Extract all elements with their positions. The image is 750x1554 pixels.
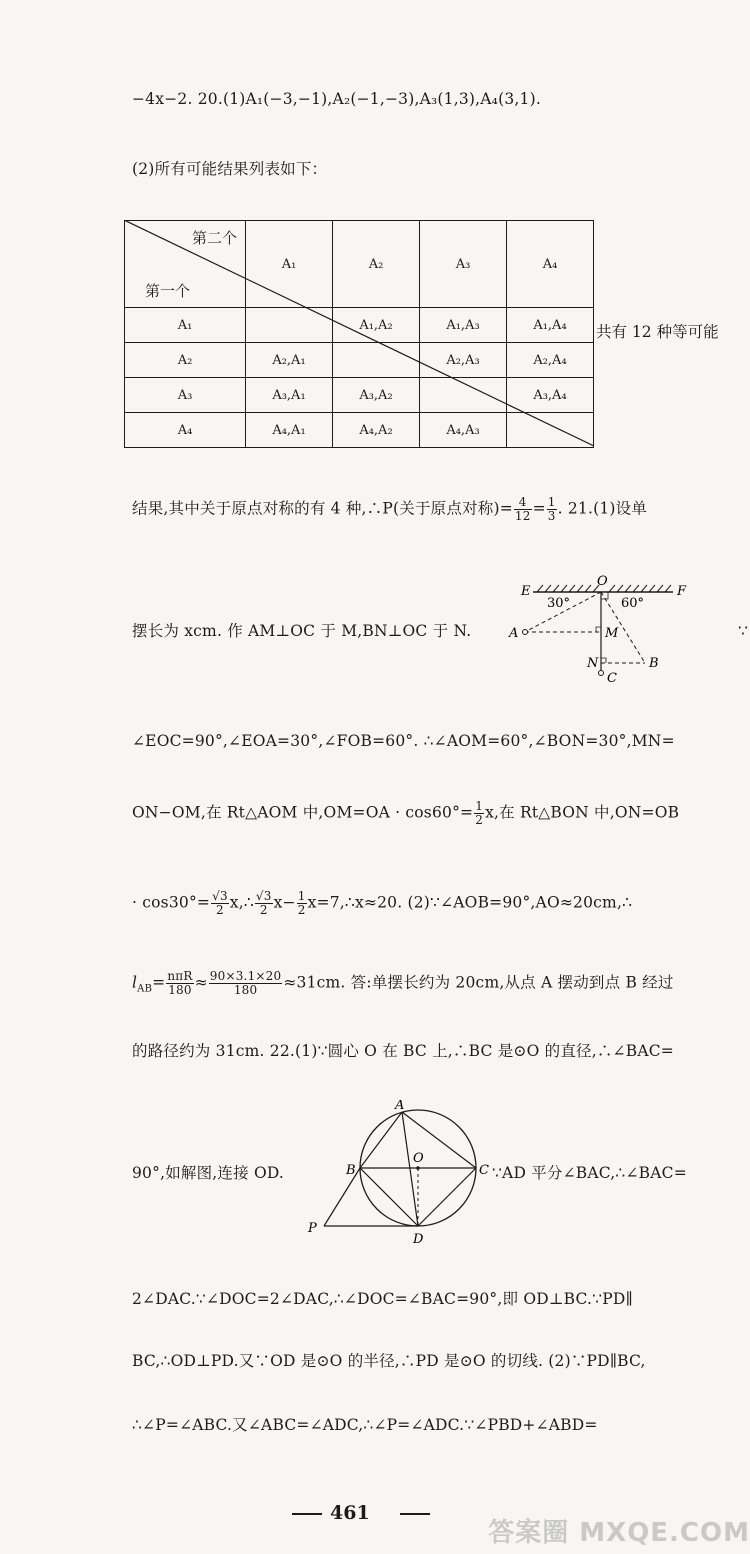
table-cell: A₃,A₄: [507, 378, 594, 413]
label-a: A: [395, 1100, 405, 1113]
table-cell: A₂,A₃: [420, 343, 507, 378]
row-header: A₂: [125, 343, 246, 378]
label-d: D: [413, 1232, 424, 1247]
fraction-1-2: $\frac{1}{2}$: [297, 889, 306, 917]
text-line-8: $l_{AB}=$ $\frac{\text{nπR}}{180}$ ≈ $\frac{90\times 3.1\times 20}{180}$ ≈31cm. 答:单摆长约为 20cm,从点 A 摆动到点 B 经过: [132, 969, 674, 997]
text-line-4: 摆长为 xcm. 作 AM⊥OC 于 M,BN⊥OC 于 N.: [132, 622, 472, 640]
label-n: N: [587, 656, 599, 671]
text-line-6: ON−OM,在 Rt△AOM 中,OM=OA · cos60°= $\frac{1}{2}$ x,在 Rt△BON 中,ON=OB: [132, 799, 680, 827]
fraction-sqrt3-2: $\frac{√3}{2}$: [212, 889, 228, 917]
table-cell: A₁,A₂: [333, 308, 420, 343]
center-point: [416, 1166, 420, 1170]
fraction-arc-formula: $\frac{\text{nπR}}{180}$: [167, 969, 193, 997]
table-cell: A₁,A₄: [507, 308, 594, 343]
table-cell: A₂,A₄: [507, 343, 594, 378]
text-line-10a: 90°,如解图,连接 OD.: [132, 1164, 285, 1182]
text-line-13: ∴∠P=∠ABC.又∠ABC=∠ADC,∴∠P=∠ADC.∵∠PBD+∠ABD=: [132, 1416, 598, 1434]
corner-first-label: 第一个: [145, 282, 191, 300]
label-b: B: [649, 656, 659, 671]
bob-c-point: [599, 671, 604, 676]
label-m: M: [605, 626, 619, 641]
fraction-arc-calc: $\frac{90\times 3.1\times 20}{180}$: [209, 969, 282, 997]
page-number-dash-right: [400, 1513, 430, 1515]
because-symbol: ∵: [738, 622, 749, 640]
probability-text: 结果,其中关于原点对称的有 4 种,∴P(关于原点对称)=: [132, 499, 513, 518]
page-number-dash-left: [292, 1513, 322, 1515]
table-diagonal-line: [124, 220, 596, 450]
row-header: A₃: [125, 378, 246, 413]
watermark-logo: 答案圈 MXQE.COM: [488, 1518, 750, 1548]
column-header: A₁: [246, 221, 333, 308]
label-b: B: [346, 1163, 356, 1178]
fraction-sqrt3-2: $\frac{√3}{2}$: [255, 889, 272, 917]
label-c: C: [479, 1163, 489, 1178]
table-side-note: 共有 12 种等可能: [596, 323, 719, 341]
text-line-7: · cos30°= $\frac{√3}{2}$ x,∴ $\frac{√3}{2}$ x− $\frac{1}{2}$ x=7,∴x≈20. (2)∵∠AOB=90°,AO≈20cm,∴: [132, 889, 633, 917]
column-header: A₄: [507, 221, 594, 308]
circle-figure: [300, 1100, 500, 1250]
text-line-3: 结果,其中关于原点对称的有 4 种,∴P(关于原点对称)= $\frac{4}{12}$ = $\frac{1}{3}$ . 21.(1)设单: [132, 495, 648, 523]
label-e: E: [521, 584, 531, 599]
label-angle-30: 30°: [547, 596, 571, 611]
text-line-2: (2)所有可能结果列表如下：: [132, 160, 328, 178]
problem-21-start: . 21.(1)设单: [557, 499, 648, 518]
table-cell: A₄,A₂: [333, 413, 420, 448]
label-c: C: [607, 671, 617, 685]
fraction-4-12: $\frac{4}{12}$: [514, 495, 531, 523]
label-o: O: [597, 575, 608, 589]
label-a: A: [509, 626, 519, 641]
label-p: P: [308, 1221, 317, 1236]
table-cell: A₁,A₃: [420, 308, 507, 343]
table-cell: A₄,A₁: [246, 413, 333, 448]
label-f: F: [677, 584, 687, 599]
text-line-11: 2∠DAC.∵∠DOC=2∠DAC,∴∠DOC=∠BAC=90°,即 OD⊥BC.∵PD∥: [132, 1290, 633, 1308]
text-line-10b: ∵AD 平分∠BAC,∴∠BAC=: [492, 1164, 687, 1182]
row-header: A₄: [125, 413, 246, 448]
text-line-12: BC,∴OD⊥PD.又∵OD 是⊙O 的半径,∴PD 是⊙O 的切线. (2)∵PD∥BC,: [132, 1352, 646, 1370]
fraction-1-3: $\frac{1}{3}$: [547, 495, 556, 523]
table-cell: A₄,A₃: [420, 413, 507, 448]
text-line-1: −4x−2. 20.(1)A₁(−3,−1),A₂(−1,−3),A₃(1,3),A₄(3,1).: [132, 90, 541, 108]
text-line-9: 的路径约为 31cm. 22.(1)∵圆心 O 在 BC 上,∴BC 是⊙O 的直径,∴∠BAC=: [132, 1042, 674, 1060]
label-o: O: [413, 1151, 424, 1166]
table-cell: A₂,A₁: [246, 343, 333, 378]
table-cell: A₃,A₂: [333, 378, 420, 413]
text-line-5: ∠EOC=90°,∠EOA=30°,∠FOB=60°. ∴∠AOM=60°,∠BON=30°,MN=: [132, 732, 675, 750]
column-header: A₃: [420, 221, 507, 308]
label-angle-60: 60°: [621, 596, 645, 611]
corner-second-label: 第二个: [191, 229, 237, 247]
page-number: 461: [330, 1502, 370, 1524]
column-header: A₂: [333, 221, 420, 308]
table-cell: A₃,A₁: [246, 378, 333, 413]
fraction-1-2: $\frac{1}{2}$: [475, 799, 484, 827]
row-header: A₁: [125, 308, 246, 343]
